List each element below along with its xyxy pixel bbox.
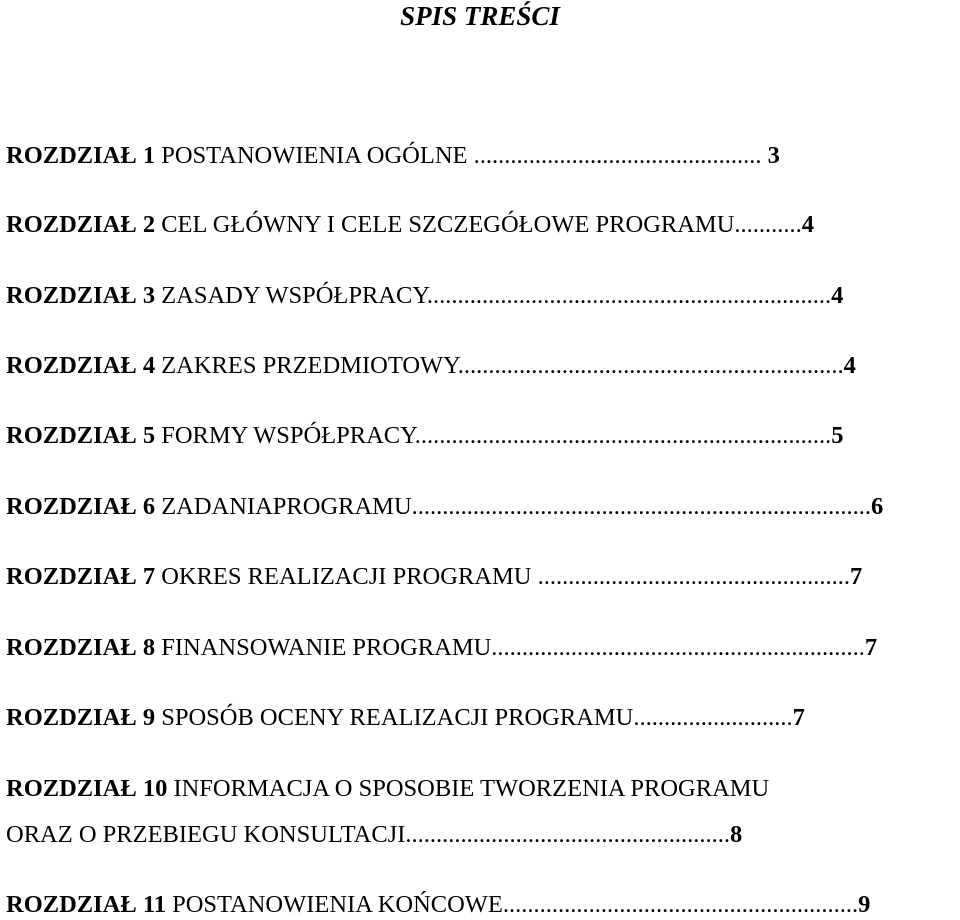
leader-dots: .......................... [633, 704, 793, 731]
chapter-number: ROZDZIAŁ 7 [6, 563, 156, 590]
chapter-number: ROZDZIAŁ 2 [6, 211, 156, 238]
leader-dots: ........... [734, 211, 802, 238]
chapter-number: ROZDZIAŁ 1 [6, 142, 156, 169]
page-number: 4 [801, 211, 815, 238]
page-number: 5 [831, 422, 844, 449]
chapter-title: CEL GŁÓWNY I CELE SZCZEGÓŁOWE PROGRAMU [155, 211, 735, 238]
leader-dots: ................................................... [537, 563, 850, 590]
chapter-title: POSTANOWIENIA OGÓLNE [155, 142, 474, 169]
chapter-number: ROZDZIAŁ 6 [6, 493, 156, 520]
toc-entry-3 [6, 281, 843, 311]
toc-entry-11 [6, 890, 870, 920]
leader-dots: .................................................................... [414, 422, 832, 449]
leader-dots: ..................................................... [405, 821, 730, 848]
chapter-title: FORMY WSPÓŁPRACY [155, 422, 415, 449]
page-number: 4 [831, 282, 844, 309]
chapter-title: POSTANOWIENIA KOŃCOWE [165, 891, 503, 918]
toc-entry-8 [6, 633, 877, 663]
toc-entry-2 [6, 210, 814, 240]
toc-entry-4 [6, 351, 856, 381]
toc-entry-9 [6, 703, 805, 733]
chapter-title: FINANSOWANIE PROGRAMU [155, 634, 492, 661]
page-number: 7 [792, 704, 805, 731]
chapter-title: ZADANIAPROGRAMU [155, 493, 412, 520]
chapter-title: OKRES REALIZACJI PROGRAMU [155, 563, 538, 590]
toc-title: SPIS TREŚCI [400, 1, 560, 31]
page-number: 3 [761, 142, 780, 169]
toc-entry-1 [6, 141, 780, 171]
toc-entry-10-continued [6, 820, 742, 850]
page-number: 7 [864, 634, 878, 661]
chapter-title: ZASADY WSPÓŁPRACY [155, 282, 427, 309]
page-number: 8 [729, 821, 743, 848]
page-number: 7 [849, 563, 863, 590]
toc-entry-7 [6, 562, 862, 592]
page-number: 4 [843, 352, 856, 379]
chapter-title: INFORMACJA O SPOSOBIE TWORZENIA PROGRAMU [167, 775, 770, 802]
leader-dots: ............................................................. [491, 634, 865, 661]
toc-entry-10 [6, 774, 769, 804]
leader-dots: .......................................................... [502, 891, 859, 918]
chapter-number: ROZDZIAŁ 4 [6, 352, 156, 379]
chapter-number: ROZDZIAŁ 5 [6, 422, 156, 449]
chapter-number: ROZDZIAŁ 8 [6, 634, 156, 661]
chapter-number: ROZDZIAŁ 9 [6, 704, 156, 731]
leader-dots: ........................................................................... [411, 493, 872, 520]
chapter-title: ORAZ O PRZEBIEGU KONSULTACJI [6, 821, 406, 848]
toc-entry-5 [6, 421, 843, 451]
chapter-number: ROZDZIAŁ 3 [6, 282, 156, 309]
leader-dots: .................................................................. [426, 282, 832, 309]
toc-entry-6 [6, 492, 883, 522]
chapter-number: ROZDZIAŁ 10 [6, 775, 168, 802]
chapter-number: ROZDZIAŁ 11 [6, 891, 166, 918]
leader-dots: ............................................................... [457, 352, 844, 379]
chapter-title: SPOSÓB OCENY REALIZACJI PROGRAMU [155, 704, 634, 731]
page-number: 6 [871, 493, 884, 520]
leader-dots: ............................................... [473, 142, 762, 169]
page-number: 9 [858, 891, 871, 918]
chapter-title: ZAKRES PRZEDMIOTOWY [155, 352, 458, 379]
